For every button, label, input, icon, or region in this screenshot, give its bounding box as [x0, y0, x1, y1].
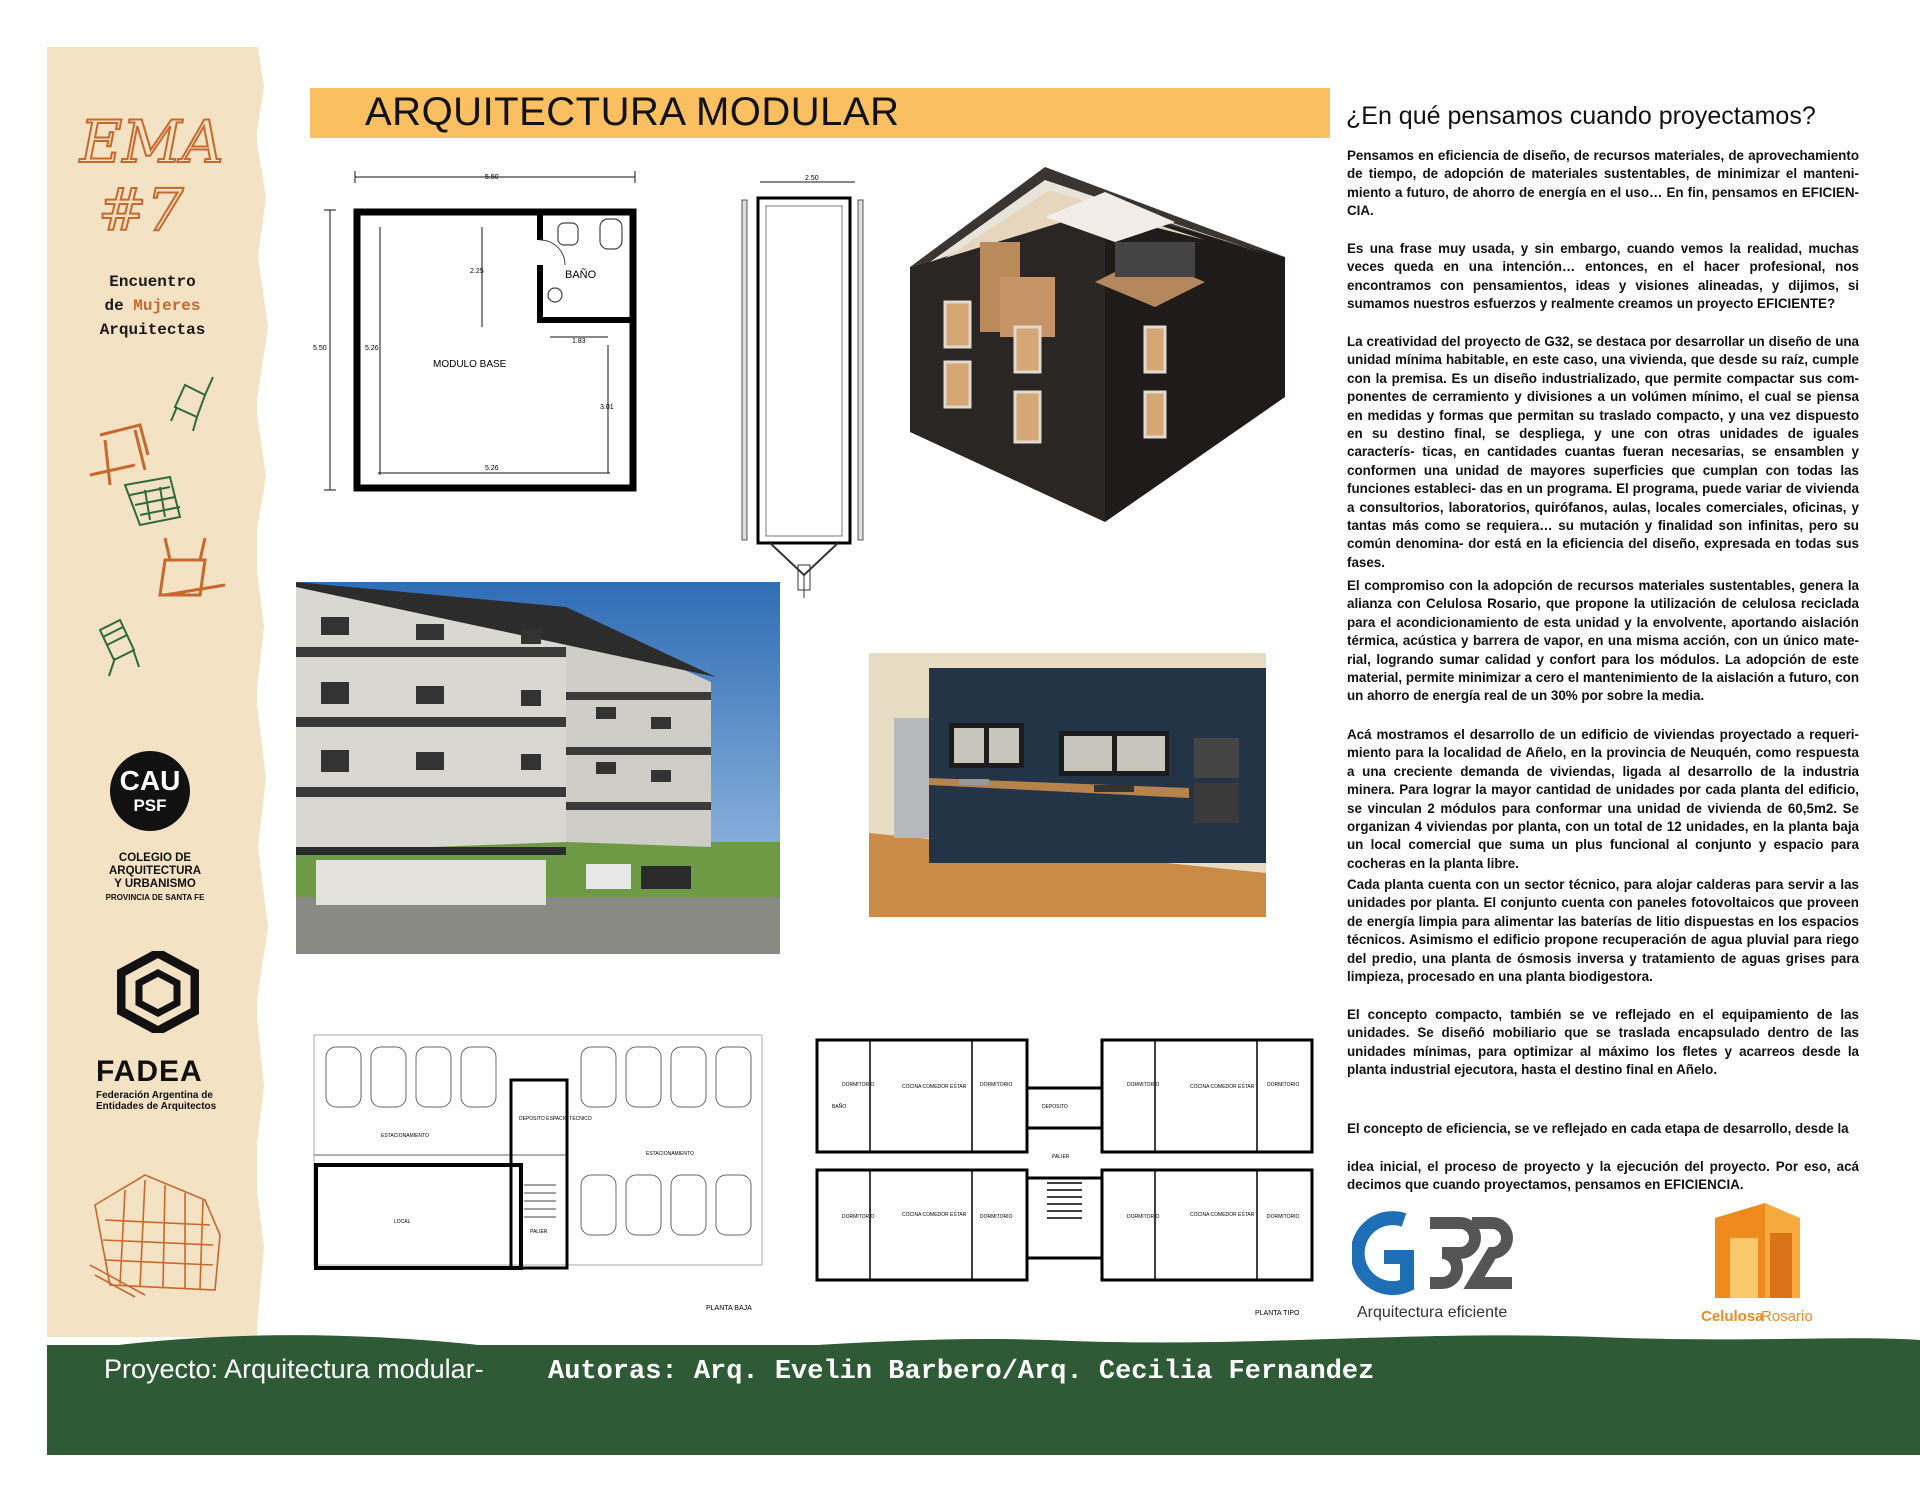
cau-logo-text-b: PSF — [133, 796, 167, 815]
label-dormitorio-4: DORMITORIO — [1267, 1082, 1300, 1088]
plan-modulo-base — [310, 165, 645, 495]
label-bano-1: BAÑO — [832, 1104, 847, 1110]
paragraph-8a: El concepto de eficiencia, se ve reflejado en cada etapa de desarrollo, desde la — [1347, 1121, 1849, 1136]
label-deposito: DEPOSITO — [1042, 1104, 1068, 1110]
celulosa-logo-icon — [1710, 1198, 1830, 1303]
dim-inner: 5.26 — [365, 345, 379, 352]
svg-text:#7: #7 — [98, 176, 184, 244]
render-edificio — [296, 582, 780, 954]
render-modulo-3d — [905, 162, 1290, 580]
footer-project: Proyecto: Arquitectura modular- — [104, 1354, 484, 1384]
paragraph-5: Acá mostramos el desarrollo de un edificio de viviendas proyectado a requeri- miento para la localidad de Añelo, en la provincia de Neuquén, como respuesta a una creciente demanda de viviendas, ligada al desarrollo de la industria minera. Para lograr la mayor cantidad de unidades por cada planta del edificio, se vinculan 2 módulos para conformar una unidad de vivienda de 60,5m2. Se organizan 4 viviendas por planta, con un total de 12 unidades, en la planta baja un local comercial que suma un plus funcional al conjunto y espacio para cocheras en la planta libre. — [1347, 727, 1859, 871]
house-sketch-icon — [85, 1165, 235, 1300]
label-estacionamiento-2: ESTACIONAMIENTO — [646, 1151, 694, 1157]
label-dormitorio-8: DORMITORIO — [1267, 1214, 1300, 1220]
colegio-line-2: ARQUITECTURA — [109, 865, 201, 877]
event-line-2a: de — [104, 297, 134, 315]
event-name — [50, 270, 255, 342]
plan-planta-baja — [296, 1015, 780, 1315]
paragraph-3: La creatividad del proyecto de G32, se destaca por desarrollar un diseño de una unidad mínima habitable, en este caso, una vivienda, que desde su raíz, cumple con la premisa. Es un diseño industrializado, que permite compactar sus com- ponentes de cerramiento y divisiones a un volúmen mínimo, el cual se piensa en medidas y formas que permitan su traslado compacto, y una vez dispuesto en su destino final, se despliega, y une con otras unidades de iguales caracterís- ticas, en cantidades cuantas fueran necesarias, se ensamblen y conformen una unidad de mayores superficies que cumplan con todas las funciones estableci- das en un programa. El programa, puede variar de vivienda a consultorios, laboratorios, quirófanos, aulas, locales comerciales, oficinas, y tantas más como se requiera… su mutación y finalidad son infinitas, pero su común denomina- dor está en la eficiencia del diseño, expresada en todas sus fases. — [1347, 334, 1859, 570]
colegio-line-3: Y URBANISMO — [114, 878, 196, 890]
label-dormitorio-6: DORMITORIO — [980, 1214, 1013, 1220]
paragraph-4: El compromiso con la adopción de recursos materiales sustentables, genera la alianza con Celulosa Rosario, que propone la utilización de celulosa reciclada para el acondicionamiento de esta unidad y la envolvente, aportando aislación térmica, acústica y barrera de vapor, en una misma acción, con un único mate- rial, logrando sumar calidad y confort para los módulos. La adopción de este material, permite minimizar a cero el mantenimiento de la aislación a futuro, con un ahorro de energía real de un 30% por sobre la media. — [1347, 578, 1859, 704]
render-cocina — [869, 653, 1266, 917]
celulosa-name-b: Rosario — [1761, 1308, 1813, 1325]
page-title: ARQUITECTURA MODULAR — [365, 90, 900, 134]
ema-logo — [70, 100, 250, 250]
label-estacionamiento-1: ESTACIONAMIENTO — [381, 1133, 429, 1139]
cau-logo — [110, 751, 190, 831]
label-dormitorio-5: DORMITORIO — [842, 1214, 875, 1220]
fadea-subtitle: Federación Argentina de Entidades de Arquitectos — [96, 1090, 217, 1112]
paragraph-8b: idea inicial, el proceso de proyecto y la ejecución del proyecto. Por eso, acá decimos que cuando proyectamos, pensamos en EFICIENCIA. — [1347, 1159, 1859, 1193]
dim-225: 2.25 — [470, 268, 484, 275]
chair-icon-5 — [100, 620, 139, 676]
event-line-2b: Mujeres — [133, 297, 201, 315]
label-cocina-3: COCINA COMEDOR ESTAR — [902, 1212, 967, 1218]
label-cocina-1: COCINA COMEDOR ESTAR — [902, 1084, 967, 1090]
label-dormitorio-7: DORMITORIO — [1127, 1214, 1160, 1220]
svg-text:EMA: EMA — [80, 108, 224, 176]
plan-planta-tipo — [812, 1018, 1322, 1318]
event-line-1: Encuentro — [109, 273, 196, 291]
chair-icon-3 — [125, 477, 180, 525]
colegio-line-4: PROVINCIA DE SANTA FE — [105, 893, 205, 902]
caption-planta-tipo: PLANTA TIPO — [1255, 1310, 1300, 1317]
label-local: LOCAL — [394, 1219, 411, 1225]
section-question: ¿En qué pensamos cuando proyectamos? — [1346, 102, 1816, 130]
label-dormitorio-3: DORMITORIO — [1127, 1082, 1160, 1088]
paragraph-1: Pensamos en eficiencia de diseño, de recursos materiales, de aprovechamiento de tiempo, de adopción de materiales sustentables, de minimizar el manteni- miento a futuro, de ahorro de energía en el uso… En fin, pensamos en EFICIEN- CIA. — [1347, 148, 1859, 219]
dim-183: 1.83 — [572, 338, 586, 345]
label-dormitorio-2: DORMITORIO — [980, 1082, 1013, 1088]
g32-logo — [1352, 1205, 1517, 1300]
fadea-title: FADEA — [96, 1055, 203, 1088]
paragraph-6: Cada planta cuenta con un sector técnico, para alojar calderas para servir a las unidades por planta. El conjunto cuenta con paneles fotovoltaicos que proveen de energía limpia para alimentar las baterías de litio dispuestas en los espacios técnicos. Asimismo el edificio propone recuperación de agua pluvial para riego del predio, una planta de ósmosis inversa y tratamiento de aguas grises para limpieza, procesado en una planta biodigestora. — [1347, 877, 1859, 985]
chair-icon-1 — [171, 377, 213, 431]
g32-logo-text: G32 — [1352, 1205, 1354, 1206]
celulosa-name-a: Celulosa — [1701, 1308, 1764, 1325]
label-cocina-4: COCINA COMEDOR ESTAR — [1190, 1212, 1255, 1218]
plan-modulo-plegado — [730, 170, 880, 600]
paragraph-2: Es una frase muy usada, y sin embargo, cuando vemos la realidad, muchas veces queda en una intención… entonces, en el hacer profesional, nos encontramos con pensamientos, ideas y visiones alineadas, y dijimos, si sumamos nuestros esfuerzos y realmente creamos un proyecto EFICIENTE? — [1347, 241, 1859, 312]
chair-icon-4 — [160, 538, 225, 595]
colegio-text — [60, 852, 250, 904]
dim-top: 5.50 — [485, 174, 499, 181]
paragraph-7: El concepto compacto, también se ve reflejado en el equipamiento de las unidades. Se diseñó mobiliario que se traslada encapsulado dentro de las unidades mínimas, para optimizar al máximo los fletes y acarreos desde la planta industrial ejecutora, hasta el destino final en Añelo. — [1347, 1007, 1859, 1078]
label-dormitorio-1: DORMITORIO — [842, 1082, 875, 1088]
caption-planta-baja: PLANTA BAJA — [706, 1305, 752, 1312]
chair-icon-2 — [90, 425, 148, 485]
cau-logo-text-a: CAU — [119, 765, 181, 796]
chair-sketches — [85, 365, 255, 695]
colegio-line-1: COLEGIO DE — [118, 852, 192, 864]
dim-left: 5.50 — [313, 345, 327, 352]
label-palier: PALIER — [530, 1229, 548, 1235]
fadea-logo-icon — [117, 951, 199, 1033]
dim-bottom: 5.26 — [485, 465, 499, 472]
label-cocina-2: COCINA COMEDOR ESTAR — [1190, 1084, 1255, 1090]
footer-authors: Autoras: Arq. Evelin Barbero/Arq. Cecilia Fernandez — [548, 1357, 1375, 1387]
g32-tagline: Arquitectura eficiente — [1357, 1304, 1508, 1321]
label-deposito: DEPOSITO ESPACIO TECNICO — [519, 1116, 592, 1122]
event-line-2 — [50, 294, 255, 318]
room-label-modulo: MODULO BASE — [433, 359, 507, 370]
dim-width: 2.50 — [805, 175, 819, 182]
dim-301: 3.01 — [600, 404, 614, 411]
event-line-3: Arquitectas — [99, 321, 206, 339]
room-label-bano: BAÑO — [565, 269, 597, 281]
label-palier: PALIER — [1052, 1154, 1070, 1160]
